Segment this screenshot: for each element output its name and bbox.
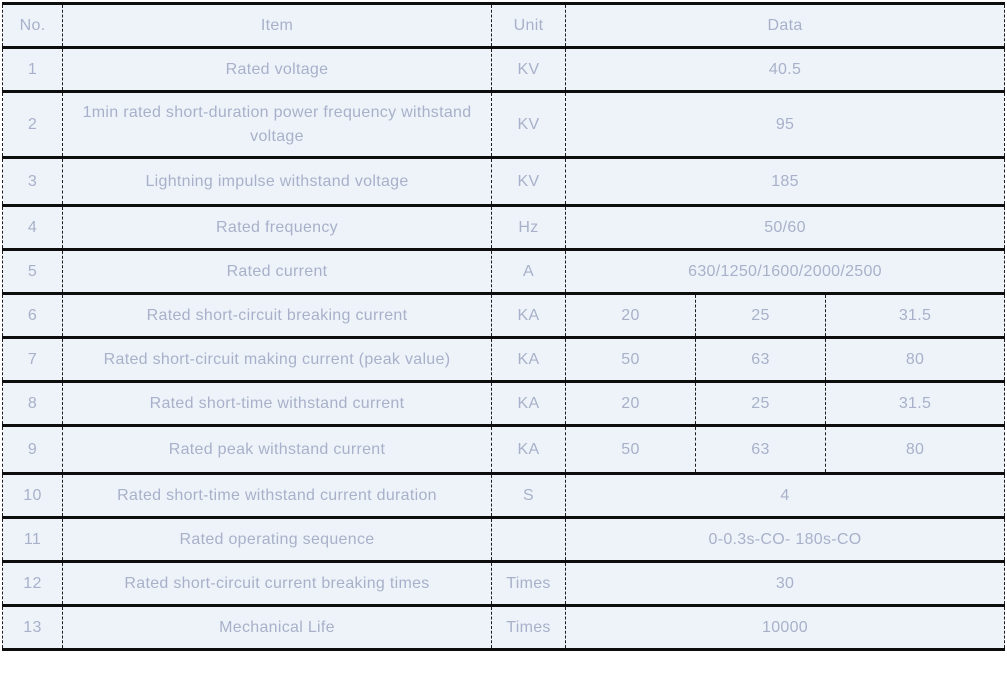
cell-item: Rated operating sequence: [63, 518, 492, 562]
cell-data: 10000: [566, 606, 1005, 650]
table-row: [3, 518, 1005, 562]
cell-data: 30: [566, 562, 1005, 606]
cell-item: Lightning impulse withstand voltage: [63, 158, 492, 206]
cell-data: 25: [696, 382, 826, 426]
cell-item: Rated current: [63, 250, 492, 294]
cell-no: 7: [3, 338, 63, 382]
cell-no: 6: [3, 294, 63, 338]
spec-table-head: [3, 4, 1005, 48]
table-row: [3, 250, 1005, 294]
cell-unit: Hz: [492, 206, 566, 250]
cell-unit: KA: [492, 338, 566, 382]
cell-data: 40.5: [566, 48, 1005, 92]
cell-no: 5: [3, 250, 63, 294]
table-row: [3, 158, 1005, 206]
cell-unit: KA: [492, 294, 566, 338]
cell-item: Rated short-time withstand current duration: [63, 474, 492, 518]
cell-no: 2: [3, 92, 63, 158]
cell-no: 11: [3, 518, 63, 562]
cell-data: 25: [696, 294, 826, 338]
cell-item: Rated voltage: [63, 48, 492, 92]
table-row: [3, 294, 1005, 338]
table-row: [3, 474, 1005, 518]
table-row: [3, 562, 1005, 606]
cell-data: 80: [826, 338, 1005, 382]
spec-table: [2, 2, 1005, 651]
cell-data: 80: [826, 426, 1005, 474]
table-row: [3, 426, 1005, 474]
cell-no: 13: [3, 606, 63, 650]
cell-no: 4: [3, 206, 63, 250]
cell-item: Rated peak withstand current: [63, 426, 492, 474]
cell-data: 630/1250/1600/2000/2500: [566, 250, 1005, 294]
column-header-data: Data: [566, 4, 1005, 48]
cell-item: Rated short-circuit making current (peak value): [63, 338, 492, 382]
column-header-item: Item: [63, 4, 492, 48]
cell-item: 1min rated short-duration power frequency withstand voltage: [63, 92, 492, 158]
header-row: [3, 4, 1005, 48]
cell-unit: [492, 518, 566, 562]
cell-item: Rated frequency: [63, 206, 492, 250]
column-header-unit: Unit: [492, 4, 566, 48]
cell-no: 9: [3, 426, 63, 474]
cell-unit: S: [492, 474, 566, 518]
column-header-no: No.: [3, 4, 63, 48]
cell-unit: Times: [492, 562, 566, 606]
cell-item: Rated short-time withstand current: [63, 382, 492, 426]
cell-item: Mechanical Life: [63, 606, 492, 650]
table-row: [3, 92, 1005, 158]
cell-unit: Times: [492, 606, 566, 650]
table-row: [3, 338, 1005, 382]
cell-unit: KV: [492, 48, 566, 92]
cell-unit: KA: [492, 382, 566, 426]
cell-data: 50: [566, 426, 696, 474]
cell-data: 0-0.3s-CO- 180s-CO: [566, 518, 1005, 562]
cell-no: 12: [3, 562, 63, 606]
cell-data: 4: [566, 474, 1005, 518]
table-row: [3, 606, 1005, 650]
cell-data: 185: [566, 158, 1005, 206]
cell-no: 10: [3, 474, 63, 518]
table-row: [3, 206, 1005, 250]
spec-table-body: [3, 48, 1005, 650]
table-row: [3, 48, 1005, 92]
cell-unit: KA: [492, 426, 566, 474]
cell-data: 50: [566, 338, 696, 382]
cell-unit: KV: [492, 158, 566, 206]
cell-data: 63: [696, 338, 826, 382]
cell-data: 20: [566, 382, 696, 426]
cell-data: 50/60: [566, 206, 1005, 250]
cell-item: Rated short-circuit breaking current: [63, 294, 492, 338]
cell-no: 8: [3, 382, 63, 426]
cell-data: 20: [566, 294, 696, 338]
cell-no: 3: [3, 158, 63, 206]
cell-unit: KV: [492, 92, 566, 158]
cell-item: Rated short-circuit current breaking times: [63, 562, 492, 606]
cell-data: 63: [696, 426, 826, 474]
cell-data: 31.5: [826, 382, 1005, 426]
cell-no: 1: [3, 48, 63, 92]
table-row: [3, 382, 1005, 426]
cell-data: 31.5: [826, 294, 1005, 338]
cell-data: 95: [566, 92, 1005, 158]
cell-unit: A: [492, 250, 566, 294]
